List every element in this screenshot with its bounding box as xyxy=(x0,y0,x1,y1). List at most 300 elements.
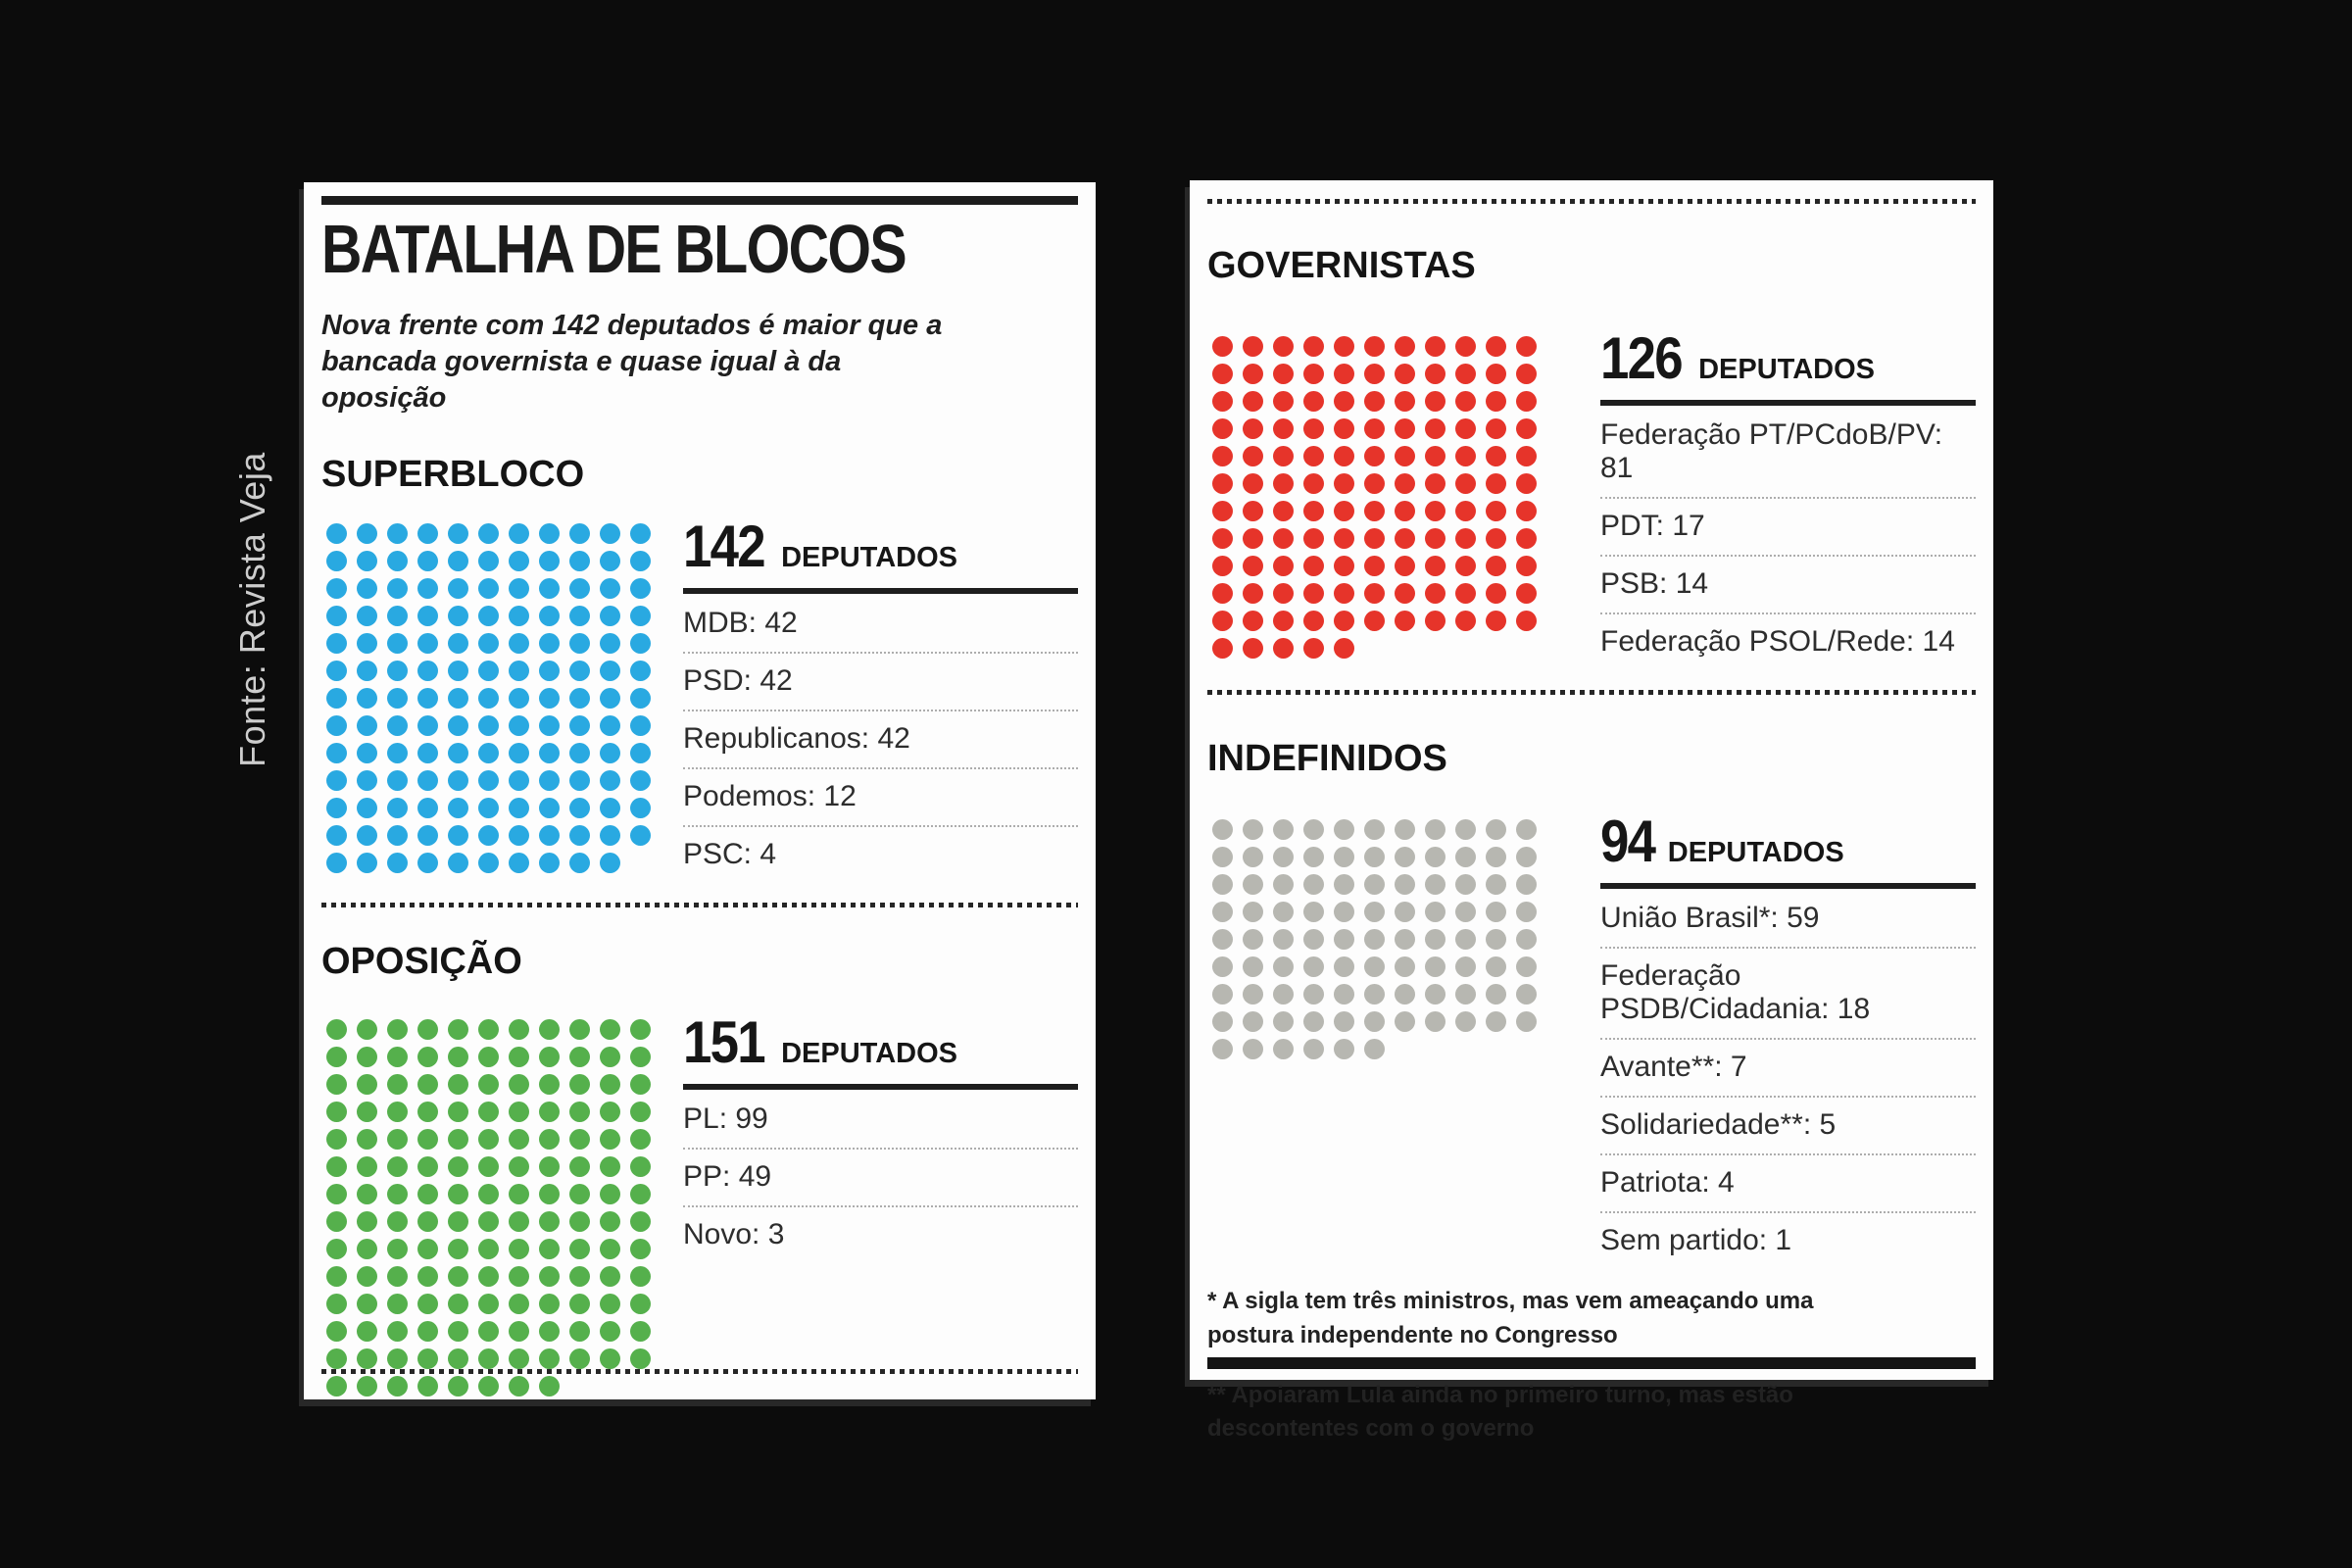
deputy-dot xyxy=(357,1184,377,1204)
deputy-dot xyxy=(600,633,620,654)
deputy-dot xyxy=(1486,473,1506,494)
deputy-dot xyxy=(1243,418,1263,439)
deputy-dot xyxy=(478,633,499,654)
deputy-dot xyxy=(357,1376,377,1396)
deputy-dot xyxy=(1334,556,1354,576)
deputy-dot xyxy=(1273,501,1294,521)
deputy-dot xyxy=(1395,984,1415,1004)
deputy-dot xyxy=(326,1348,347,1369)
deputy-dot xyxy=(1273,929,1294,950)
deputy-dot xyxy=(387,1321,408,1342)
party-row: Avante**: 7 xyxy=(1600,1040,1976,1098)
deputy-dot xyxy=(1395,418,1415,439)
deputy-dot xyxy=(1455,847,1476,867)
stats-governistas xyxy=(1600,325,1976,670)
deputy-dot xyxy=(1212,391,1233,412)
deputy-dot xyxy=(539,825,560,846)
deputy-dot xyxy=(1212,446,1233,466)
deputy-dot xyxy=(387,606,408,626)
deputy-dot xyxy=(600,798,620,818)
deputy-dot xyxy=(387,743,408,763)
deputy-dot xyxy=(1303,611,1324,631)
deputy-dot xyxy=(357,853,377,873)
deputy-dot xyxy=(509,551,529,571)
deputy-dot xyxy=(387,1184,408,1204)
deputy-dot xyxy=(1395,819,1415,840)
deputy-count: 126 xyxy=(1600,325,1682,391)
deputy-dot xyxy=(448,1376,468,1396)
deputy-dot xyxy=(478,825,499,846)
deputy-dot xyxy=(569,688,590,709)
party-list-superbloco xyxy=(683,596,1078,883)
deputy-dot xyxy=(600,1294,620,1314)
deputy-dot xyxy=(448,633,468,654)
party-row: PSC: 4 xyxy=(683,837,777,870)
deputy-dot xyxy=(387,661,408,681)
deputy-dot xyxy=(1243,956,1263,977)
deputy-dot xyxy=(630,551,651,571)
deputy-dot xyxy=(600,551,620,571)
deputy-dot xyxy=(1455,956,1476,977)
deputy-dot xyxy=(417,1156,438,1177)
deputy-dot xyxy=(1334,956,1354,977)
deputy-dot xyxy=(630,1321,651,1342)
deputy-dot xyxy=(569,1129,590,1150)
deputy-dot xyxy=(539,853,560,873)
deputy-dot xyxy=(1273,611,1294,631)
count-row xyxy=(683,1008,1078,1090)
deputy-dot xyxy=(448,770,468,791)
deputy-dot xyxy=(630,606,651,626)
party-row: Novo: 3 xyxy=(683,1217,785,1250)
deputy-dot xyxy=(478,1019,499,1040)
deputy-dot xyxy=(539,1019,560,1040)
deputy-dot xyxy=(417,606,438,626)
deputy-dot xyxy=(357,1156,377,1177)
deputy-dot xyxy=(1486,583,1506,604)
deputy-dot xyxy=(1334,501,1354,521)
deputy-dot xyxy=(1395,528,1415,549)
deputy-dot xyxy=(478,1239,499,1259)
deputy-dot xyxy=(569,1321,590,1342)
deputy-dot xyxy=(630,1156,651,1177)
deputy-dot xyxy=(1243,984,1263,1004)
deputy-dot xyxy=(478,743,499,763)
deputy-dot xyxy=(448,1184,468,1204)
deputy-dot xyxy=(509,853,529,873)
deputy-dot xyxy=(600,661,620,681)
deputy-dot xyxy=(478,688,499,709)
deputy-dot xyxy=(387,578,408,599)
deputy-dot xyxy=(1455,418,1476,439)
section-heading-superbloco: SUPERBLOCO xyxy=(321,453,585,495)
deputy-dot xyxy=(478,1376,499,1396)
deputy-dot xyxy=(1455,929,1476,950)
deputy-dot xyxy=(569,1211,590,1232)
deputy-dot xyxy=(539,551,560,571)
deputy-dot xyxy=(357,1102,377,1122)
deputy-dot xyxy=(1516,364,1537,384)
deputy-dot xyxy=(357,661,377,681)
deputy-dot xyxy=(448,1129,468,1150)
deputy-dot xyxy=(1243,874,1263,895)
deputy-dot xyxy=(630,1074,651,1095)
deputy-unit-label: DEPUTADOS xyxy=(781,541,958,573)
deputy-dot xyxy=(1212,638,1233,659)
deputy-dot xyxy=(326,1239,347,1259)
deputy-unit-label: DEPUTADOS xyxy=(1667,837,1844,868)
deputy-dot xyxy=(387,825,408,846)
party-row: PSD: 42 xyxy=(683,654,1078,711)
deputy-dot xyxy=(1212,1011,1233,1032)
deputy-dot xyxy=(417,1074,438,1095)
top-rule-dotted xyxy=(1207,199,1976,204)
deputy-dot xyxy=(387,1266,408,1287)
deputy-dot xyxy=(478,1294,499,1314)
deputy-dot xyxy=(509,633,529,654)
deputy-dot xyxy=(1395,473,1415,494)
deputy-dot xyxy=(1486,1011,1506,1032)
deputy-dot xyxy=(1334,874,1354,895)
deputy-dot xyxy=(1486,391,1506,412)
deputy-dot xyxy=(448,1019,468,1040)
deputy-dot xyxy=(478,853,499,873)
deputy-dot xyxy=(1455,446,1476,466)
section-oposicao xyxy=(304,941,1096,1400)
deputy-dot xyxy=(1425,364,1446,384)
deputy-dot xyxy=(326,715,347,736)
deputy-dot xyxy=(539,606,560,626)
deputy-dot xyxy=(357,523,377,544)
deputy-dot xyxy=(357,1348,377,1369)
deputy-dot xyxy=(1516,929,1537,950)
deputy-dot xyxy=(326,1266,347,1287)
deputy-dot xyxy=(1212,364,1233,384)
deputy-dot xyxy=(1455,583,1476,604)
deputy-dot xyxy=(448,551,468,571)
deputy-dot xyxy=(509,1074,529,1095)
deputy-dot xyxy=(539,798,560,818)
deputy-dot xyxy=(1212,473,1233,494)
deputy-dot xyxy=(630,1129,651,1150)
deputy-dot xyxy=(569,633,590,654)
deputy-dot xyxy=(448,661,468,681)
deputy-dot xyxy=(600,1321,620,1342)
section-governistas xyxy=(1190,245,1993,670)
deputy-dot xyxy=(417,578,438,599)
deputy-dot xyxy=(1425,583,1446,604)
party-row: Podemos: 12 xyxy=(683,769,1078,827)
deputy-dot xyxy=(509,1156,529,1177)
deputy-dot xyxy=(509,1102,529,1122)
deputy-dot xyxy=(417,743,438,763)
deputy-dot xyxy=(448,606,468,626)
deputy-dot xyxy=(509,578,529,599)
deputy-dot xyxy=(1425,819,1446,840)
deputy-dot xyxy=(1303,956,1324,977)
deputy-dot xyxy=(417,825,438,846)
deputy-dot xyxy=(600,853,620,873)
deputy-dot xyxy=(357,578,377,599)
deputy-dot xyxy=(326,1321,347,1342)
deputy-dot xyxy=(509,1047,529,1067)
deputy-dot xyxy=(630,1019,651,1040)
deputy-dot xyxy=(600,825,620,846)
deputy-dot xyxy=(509,798,529,818)
deputy-dot xyxy=(1273,583,1294,604)
deputy-dot xyxy=(448,743,468,763)
deputy-dot xyxy=(326,1294,347,1314)
deputy-dot xyxy=(1303,336,1324,357)
deputy-dot xyxy=(1334,391,1354,412)
deputy-dot xyxy=(1395,874,1415,895)
deputy-dot xyxy=(448,688,468,709)
deputy-dot xyxy=(600,715,620,736)
deputy-dot xyxy=(326,798,347,818)
deputy-dot xyxy=(417,523,438,544)
deputy-dot xyxy=(1334,819,1354,840)
deputy-dot xyxy=(478,1156,499,1177)
deputy-dot xyxy=(1303,874,1324,895)
deputy-dot xyxy=(1516,847,1537,867)
deputy-dot xyxy=(357,633,377,654)
deputy-dot xyxy=(600,770,620,791)
deputy-dot xyxy=(387,551,408,571)
deputy-dot xyxy=(569,1348,590,1369)
deputy-dot xyxy=(600,523,620,544)
deputy-dot xyxy=(569,1266,590,1287)
deputy-dot xyxy=(1395,364,1415,384)
deputy-dot xyxy=(478,1184,499,1204)
deputy-dot xyxy=(478,1266,499,1287)
deputy-dot xyxy=(357,606,377,626)
deputy-dot xyxy=(1212,556,1233,576)
deputy-dot xyxy=(1395,583,1415,604)
deputy-dot xyxy=(1455,364,1476,384)
deputy-dot xyxy=(357,825,377,846)
deputy-dot xyxy=(1273,446,1294,466)
deputy-dot xyxy=(417,770,438,791)
deputy-dot xyxy=(326,551,347,571)
deputy-dot xyxy=(1516,611,1537,631)
party-row: Republicanos: 42 xyxy=(683,711,1078,769)
deputy-dot xyxy=(539,715,560,736)
deputy-dot xyxy=(1273,1039,1294,1059)
deputy-dot xyxy=(1364,391,1385,412)
deputy-dot xyxy=(1455,391,1476,412)
deputy-dot xyxy=(478,606,499,626)
deputy-dot xyxy=(326,1102,347,1122)
deputy-dot xyxy=(1425,473,1446,494)
deputy-dot xyxy=(1212,583,1233,604)
deputy-dot xyxy=(539,578,560,599)
source-credit-label: Fonte: Revista Veja xyxy=(232,452,272,767)
deputy-dot xyxy=(326,1184,347,1204)
deputy-dot xyxy=(630,743,651,763)
deputy-count: 151 xyxy=(683,1008,764,1075)
deputy-dot xyxy=(1516,984,1537,1004)
deputy-dot xyxy=(387,1294,408,1314)
deputy-dot xyxy=(1334,638,1354,659)
stats-superbloco xyxy=(683,513,1078,883)
deputy-dot xyxy=(1273,847,1294,867)
deputy-dot xyxy=(509,523,529,544)
deputy-dot xyxy=(1364,929,1385,950)
deputy-dot xyxy=(417,1102,438,1122)
deputy-dot xyxy=(569,743,590,763)
deputy-dot xyxy=(1303,929,1324,950)
deputy-dot xyxy=(600,1211,620,1232)
deputy-dot xyxy=(417,1321,438,1342)
deputy-dot xyxy=(1486,364,1506,384)
party-row: Federação PSOL/Rede: 14 xyxy=(1600,625,1955,658)
deputy-dot xyxy=(448,1074,468,1095)
deputy-dot xyxy=(630,715,651,736)
deputy-dot xyxy=(1303,583,1324,604)
deputy-dot xyxy=(1243,847,1263,867)
deputy-dot xyxy=(1243,528,1263,549)
deputy-dot xyxy=(1455,528,1476,549)
deputy-dot xyxy=(448,1239,468,1259)
deputy-dot xyxy=(1273,418,1294,439)
deputy-dot xyxy=(448,715,468,736)
stats-oposicao xyxy=(683,1008,1078,1263)
deputy-dot xyxy=(448,1047,468,1067)
deputy-dot xyxy=(1334,847,1354,867)
deputy-dot xyxy=(326,578,347,599)
deputy-dot xyxy=(417,1211,438,1232)
deputy-dot xyxy=(448,578,468,599)
deputy-dot xyxy=(1364,336,1385,357)
deputy-dot xyxy=(600,688,620,709)
deputy-dot xyxy=(1486,418,1506,439)
deputy-dot xyxy=(417,1239,438,1259)
deputy-dot xyxy=(417,853,438,873)
deputy-dot xyxy=(1243,1039,1263,1059)
deputy-dot xyxy=(387,1129,408,1150)
deputy-dot xyxy=(630,688,651,709)
deputy-dot xyxy=(600,1047,620,1067)
deputy-dot xyxy=(1395,1011,1415,1032)
deputy-dot xyxy=(539,1321,560,1342)
deputy-dot xyxy=(539,1239,560,1259)
deputy-dot xyxy=(357,1129,377,1150)
deputy-dot xyxy=(509,770,529,791)
deputy-dot xyxy=(448,853,468,873)
deputy-dot xyxy=(478,798,499,818)
deputy-dot xyxy=(539,1156,560,1177)
deputy-dot xyxy=(1273,819,1294,840)
deputy-dot xyxy=(539,633,560,654)
deputy-dot xyxy=(1516,956,1537,977)
deputy-dot xyxy=(600,606,620,626)
dot-matrix-governistas xyxy=(1207,332,1542,662)
deputy-dot xyxy=(1243,929,1263,950)
deputy-dot xyxy=(417,1266,438,1287)
deputy-dot xyxy=(1303,638,1324,659)
deputy-dot xyxy=(1364,847,1385,867)
deputy-dot xyxy=(1455,902,1476,922)
deputy-dot xyxy=(1334,418,1354,439)
deputy-dot xyxy=(539,1348,560,1369)
deputy-dot xyxy=(1243,336,1263,357)
deputy-dot xyxy=(1364,583,1385,604)
deputy-dot xyxy=(417,1019,438,1040)
deputy-dot xyxy=(1364,984,1385,1004)
deputy-dot xyxy=(387,1348,408,1369)
deputy-dot xyxy=(1212,611,1233,631)
party-row: Patriota: 4 xyxy=(1600,1155,1976,1213)
deputy-dot xyxy=(478,1129,499,1150)
deputy-dot xyxy=(539,743,560,763)
deputy-dot xyxy=(1455,611,1476,631)
deputy-dot xyxy=(509,1348,529,1369)
deputy-dot xyxy=(1425,391,1446,412)
deputy-dot xyxy=(630,1047,651,1067)
deputy-dot xyxy=(357,743,377,763)
section-heading-oposicao: OPOSIÇÃO xyxy=(321,940,522,982)
deputy-dot xyxy=(357,715,377,736)
deputy-dot xyxy=(387,633,408,654)
deputy-dot xyxy=(600,1129,620,1150)
section-heading-governistas: GOVERNISTAS xyxy=(1207,245,1476,286)
infographic-subtitle: Nova frente com 142 deputados é maior que a bancada governista e quase igual à da oposição xyxy=(321,309,943,414)
deputy-dot xyxy=(1212,929,1233,950)
deputy-dot xyxy=(1364,1011,1385,1032)
deputy-dot xyxy=(387,1376,408,1396)
deputy-dot xyxy=(1364,446,1385,466)
deputy-dot xyxy=(1303,1039,1324,1059)
deputy-dot xyxy=(448,1348,468,1369)
deputy-dot xyxy=(326,688,347,709)
footnote-double-asterisk: ** Apoiaram Lula ainda no primeiro turno, mas estão descontentes com o governo xyxy=(1207,1381,1793,1443)
deputy-dot xyxy=(1486,956,1506,977)
deputy-dot xyxy=(448,1266,468,1287)
party-row: MDB: 42 xyxy=(683,596,1078,654)
deputy-dot xyxy=(1516,418,1537,439)
count-row xyxy=(683,513,1078,594)
deputy-dot xyxy=(1273,364,1294,384)
deputy-dot xyxy=(1303,446,1324,466)
deputy-dot xyxy=(478,1348,499,1369)
deputy-dot xyxy=(417,688,438,709)
deputy-dot xyxy=(569,1294,590,1314)
deputy-dot xyxy=(1455,556,1476,576)
deputy-dot xyxy=(1486,528,1506,549)
deputy-dot xyxy=(1486,501,1506,521)
deputy-dot xyxy=(1273,556,1294,576)
deputy-dot xyxy=(1455,1011,1476,1032)
deputy-dot xyxy=(600,1184,620,1204)
section-divider xyxy=(1207,690,1976,695)
deputy-dot xyxy=(326,1074,347,1095)
deputy-dot xyxy=(1455,473,1476,494)
deputy-dot xyxy=(1273,528,1294,549)
deputy-dot xyxy=(600,1102,620,1122)
deputy-dot xyxy=(1243,611,1263,631)
deputy-dot xyxy=(1243,364,1263,384)
deputy-dot xyxy=(509,688,529,709)
deputy-dot xyxy=(1212,819,1233,840)
deputy-dot xyxy=(569,715,590,736)
deputy-dot xyxy=(509,825,529,846)
deputy-dot xyxy=(1364,364,1385,384)
deputy-dot xyxy=(417,1129,438,1150)
deputy-dot xyxy=(1303,984,1324,1004)
deputy-dot xyxy=(417,1376,438,1396)
deputy-dot xyxy=(1516,528,1537,549)
deputy-dot xyxy=(1486,874,1506,895)
